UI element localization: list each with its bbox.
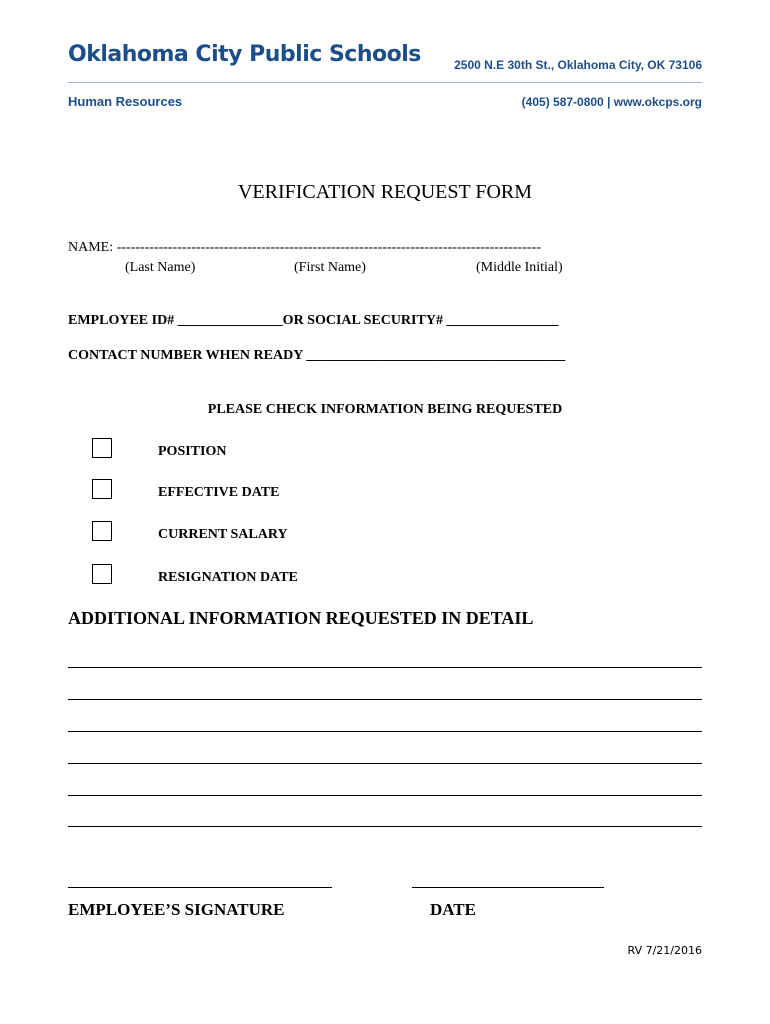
form-title: VERIFICATION REQUEST FORM: [237, 181, 533, 203]
middle-initial-caption: (Middle Initial): [476, 260, 563, 275]
revision-date: RV 7/21/2016: [627, 944, 702, 957]
check-instructions: PLEASE CHECK INFORMATION BEING REQUESTED: [207, 402, 563, 417]
department-name: Human Resources: [68, 94, 183, 109]
organization-name: Oklahoma City Public Schools: [68, 42, 421, 67]
detail-writing-line[interactable]: [68, 763, 702, 764]
name-field[interactable]: NAME: -------------------------------------------------------------------------------------------: [68, 240, 541, 255]
signature-label: EMPLOYEE’S SIGNATURE: [68, 900, 285, 919]
date-label: DATE: [430, 900, 476, 919]
resignation-date-label: RESIGNATION DATE: [158, 570, 298, 585]
first-name-caption: (First Name): [294, 260, 366, 275]
position-checkbox[interactable]: [92, 438, 112, 458]
current-salary-checkbox[interactable]: [92, 521, 112, 541]
contact-number-field[interactable]: CONTACT NUMBER WHEN READY _____________________________________: [68, 348, 566, 363]
detail-writing-line[interactable]: [68, 795, 702, 796]
detail-writing-line[interactable]: [68, 826, 702, 827]
additional-info-heading: ADDITIONAL INFORMATION REQUESTED IN DETAIL: [68, 608, 534, 628]
header-divider: [68, 82, 702, 83]
detail-writing-line[interactable]: [68, 699, 702, 700]
signature-line[interactable]: [68, 887, 332, 888]
detail-writing-line[interactable]: [68, 667, 702, 668]
employee-id-field[interactable]: EMPLOYEE ID# _______________OR SOCIAL SECURITY# ________________: [68, 313, 559, 328]
organization-contact: (405) 587-0800 | www.okcps.org: [521, 95, 702, 109]
position-label: POSITION: [158, 444, 227, 459]
effective-date-checkbox[interactable]: [92, 479, 112, 499]
effective-date-label: EFFECTIVE DATE: [158, 485, 280, 500]
date-line[interactable]: [412, 887, 604, 888]
current-salary-label: CURRENT SALARY: [158, 527, 288, 542]
detail-writing-line[interactable]: [68, 731, 702, 732]
organization-address: 2500 N.E 30th St., Oklahoma City, OK 73106: [454, 58, 702, 72]
resignation-date-checkbox[interactable]: [92, 564, 112, 584]
last-name-caption: (Last Name): [125, 260, 196, 275]
